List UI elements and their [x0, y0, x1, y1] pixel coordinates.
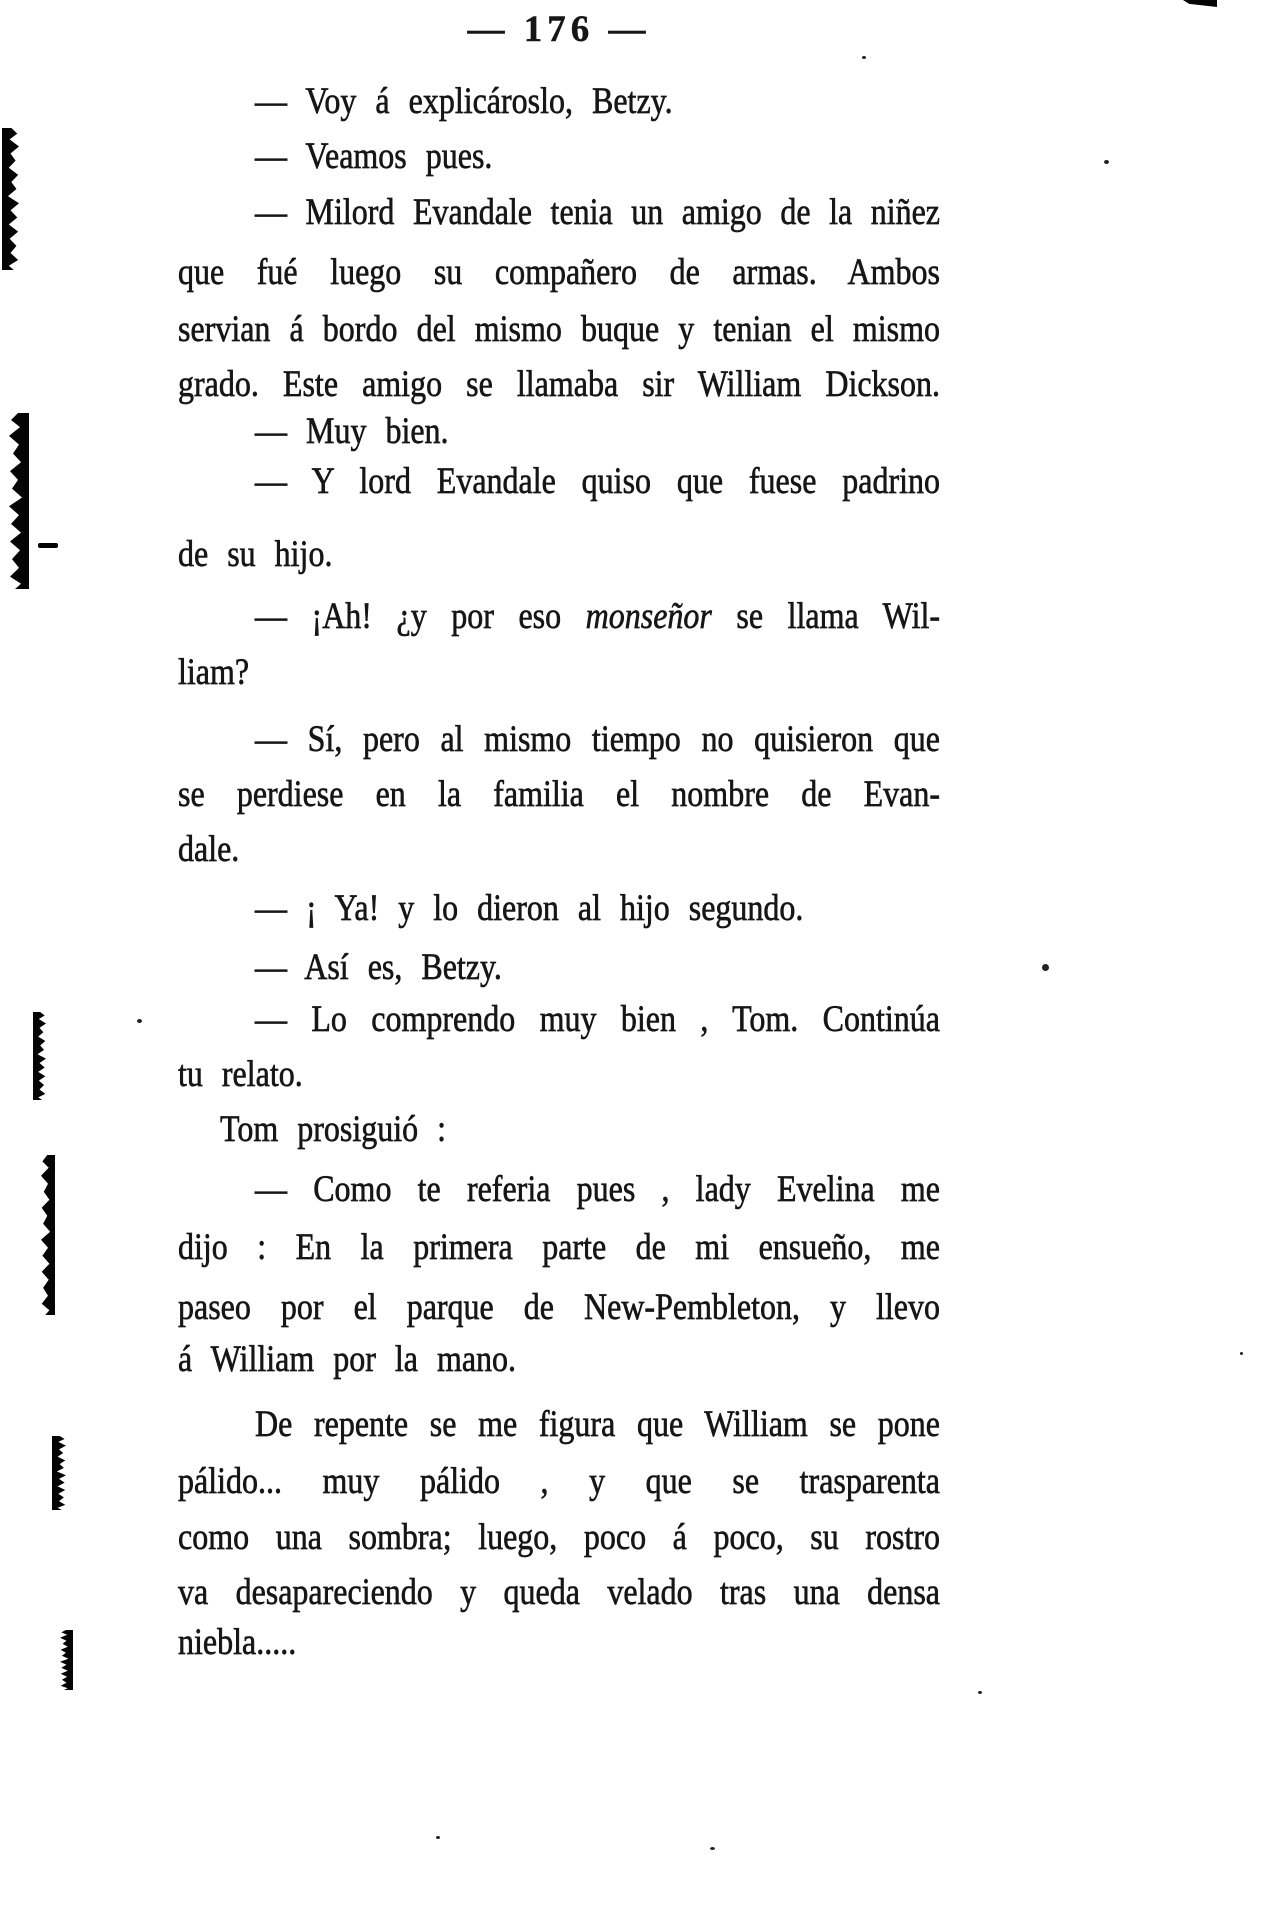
text-line	[178, 407, 940, 453]
text-line	[178, 1050, 940, 1096]
text-segment: — Como te referia pues , lady Evelina me	[255, 1167, 940, 1210]
text-segment: á William por la mano.	[178, 1337, 517, 1380]
text-segment: niebla.....	[178, 1620, 297, 1663]
ink-speck	[862, 56, 866, 59]
text-line	[178, 1165, 940, 1211]
text-line	[178, 943, 940, 989]
text-segment: va desapareciendo y queda velado tras una densa	[178, 1570, 940, 1613]
ink-speck	[436, 1836, 440, 1839]
text-segment: liam?	[178, 650, 250, 693]
text-line	[178, 132, 940, 178]
ink-speck	[1240, 1352, 1243, 1355]
scan-streak	[9, 413, 29, 589]
text-segment: tu relato.	[178, 1052, 303, 1095]
text-line	[178, 457, 940, 503]
text-segment: que fué luego su compañero de armas. Ambos	[178, 250, 940, 293]
text-line	[178, 1513, 940, 1559]
ink-speck	[137, 1019, 142, 1023]
scan-streak	[41, 1155, 55, 1315]
text-line	[178, 305, 940, 351]
text-line	[178, 1223, 940, 1269]
text-line	[178, 1335, 940, 1381]
text-block	[178, 0, 940, 1919]
text-line	[178, 648, 940, 694]
text-segment: — Y lord Evandale quiso que fuese padrino	[255, 459, 940, 502]
text-segment: De repente se me figura que William se pone	[255, 1402, 940, 1445]
text-segment: — Lo comprendo muy bien , Tom. Continúa	[255, 997, 940, 1040]
text-line	[178, 1400, 940, 1446]
text-segment: se llama Wil-	[711, 594, 941, 637]
text-segment: — ¡Ah! ¿y por eso	[255, 594, 586, 637]
ink-speck	[1104, 160, 1109, 164]
margin-dash-mark	[38, 543, 58, 548]
text-line	[178, 995, 940, 1041]
corner-scan-mark	[1183, 0, 1217, 7]
text-line	[178, 1105, 940, 1151]
text-line	[178, 360, 940, 406]
text-segment: grado. Este amigo se llamaba sir William Dickson.	[178, 362, 940, 405]
text-segment: dale.	[178, 827, 240, 870]
text-segment: — Sí, pero al mismo tiempo no quisieron que	[255, 717, 940, 760]
text-segment: — Así es, Betzy.	[255, 945, 502, 988]
text-segment: dijo : En la primera parte de mi ensueño, me	[178, 1225, 940, 1268]
text-line	[178, 1283, 940, 1329]
text-segment: como una sombra; luego, poco á poco, su rostro	[178, 1515, 940, 1558]
ink-speck	[710, 1847, 715, 1850]
page-number: — 176 —	[467, 9, 651, 50]
text-line	[178, 530, 940, 576]
text-line	[178, 77, 940, 123]
ink-speck	[978, 1691, 982, 1694]
text-segment: servian á bordo del mismo buque y tenian el mismo	[178, 307, 940, 350]
text-segment: — Milord Evandale tenia un amigo de la niñez	[255, 190, 940, 233]
ink-speck	[1042, 964, 1049, 971]
text-line	[178, 1457, 940, 1503]
text-segment: — Voy á explicároslo, Betzy.	[255, 79, 673, 122]
scan-streak	[52, 1436, 66, 1510]
text-segment: paseo por el parque de New-Pembleton, y llevo	[178, 1285, 940, 1328]
text-segment: — ¡ Ya! y lo dieron al hijo segundo.	[255, 886, 804, 929]
scan-streak	[60, 1630, 73, 1690]
text-segment: se perdiese en la familia el nombre de Evan-	[178, 772, 940, 815]
text-segment: — Muy bien.	[255, 409, 449, 452]
scan-streak	[33, 1012, 46, 1100]
scan-streak	[2, 128, 19, 270]
text-line	[178, 770, 940, 816]
text-line	[178, 884, 940, 930]
italic-word: monseñor	[585, 594, 712, 637]
text-line	[178, 248, 940, 294]
text-segment: pálido... muy pálido , y que se trasparenta	[178, 1459, 940, 1502]
text-segment: Tom prosiguió :	[220, 1107, 446, 1150]
text-line	[178, 1568, 940, 1614]
text-line	[178, 592, 940, 638]
text-line	[178, 188, 940, 234]
text-segment: — Veamos pues.	[255, 134, 493, 177]
text-segment: de su hijo.	[178, 532, 333, 575]
text-line	[178, 1618, 940, 1664]
text-line	[178, 825, 940, 871]
text-line	[178, 715, 940, 761]
